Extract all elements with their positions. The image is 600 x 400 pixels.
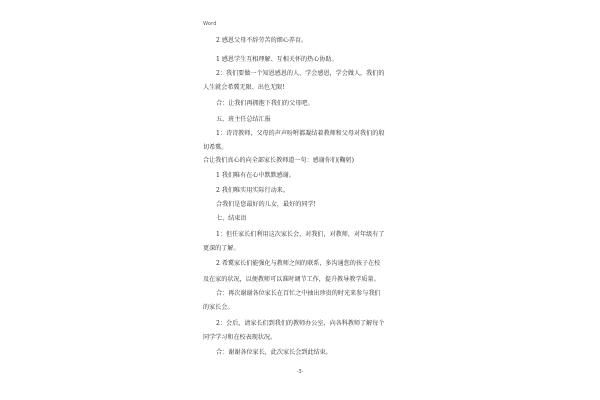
text-line: 的家长会。 bbox=[203, 304, 234, 311]
text-line: 1：诗诗教师，父母的声声吩咐都凝结着教师和父母对我们的殷 bbox=[216, 130, 385, 137]
section-heading: 五、班主任总结汇报 bbox=[216, 116, 271, 123]
text-line: 1：但任家长们利用这次家长会，对我们，对教师，对年级有了 bbox=[216, 231, 385, 238]
page-number: -3- bbox=[296, 369, 304, 375]
section-heading: 七、结束语 bbox=[216, 215, 247, 222]
text-line: 2：我们要做一个知恩感恩的人，学会感恩，学会做人，我们的 bbox=[216, 70, 385, 77]
header-label: Word bbox=[203, 21, 217, 27]
text-line: 合：谢谢各位家长，此次家长会到此结束。 bbox=[216, 349, 332, 356]
text-line: 合我们是您最好的儿女，最好的同学! bbox=[216, 201, 316, 208]
text-line: 更深的了解。 bbox=[203, 245, 240, 252]
text-line: 切希冀。 bbox=[203, 144, 228, 151]
text-line: 人生就会希冀无限、出色无限! bbox=[203, 84, 285, 91]
text-line: 1 感恩学生互相理解、互相关怀的热心协助。 bbox=[216, 56, 338, 63]
text-line: 2：会后，请家长们到我们的教师办公室，向各科教师了解每个 bbox=[216, 320, 385, 327]
text-line: 及在家的状况，以便教师可以准时调节工作，提升教导教学质量。 bbox=[203, 276, 380, 283]
text-line: 同学学习和在校表现状况。 bbox=[203, 334, 277, 341]
text-line: 2 感恩父母不辞劳苦的细心养育。 bbox=[216, 37, 308, 44]
text-line: 合让我们真心的向全部家长教师道一句：感谢你们(鞠躬) bbox=[203, 157, 355, 164]
text-line: 2 希冀家长们能强化与教师之间的联系，多沟通您的孩子在校 bbox=[216, 260, 381, 267]
text-line: 合：让我们再拥抱下我们的父母吧。 bbox=[216, 100, 314, 107]
text-line: 2 我们唯实用实际行动来。 bbox=[216, 187, 289, 194]
text-line: 合：再次谢谢各位家长在百忙之中抽出珍贵的时光来参与我们 bbox=[216, 290, 381, 297]
text-line: 1 我们唯有在心中默默感谢。 bbox=[216, 172, 295, 179]
